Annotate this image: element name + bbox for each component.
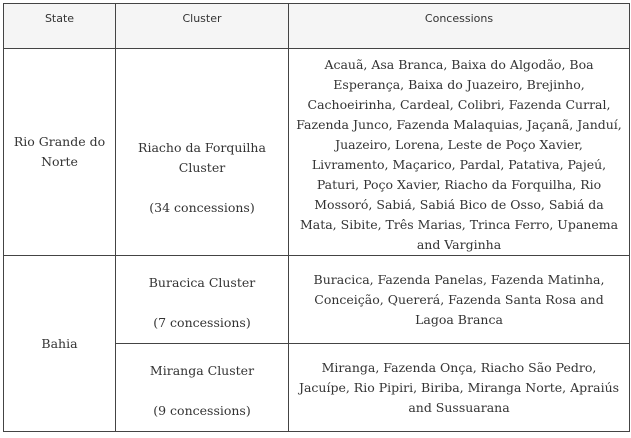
state-cell: Rio Grande do Norte (4, 49, 116, 256)
concessions-cell: Acauã, Asa Branca, Baixa do Algodão, Boa Esperança, Baixa do Juazeiro, Brejinho, Cachoeirinha, Cardeal, Colibri, Fazenda Curral, Fazenda Junco, Fazenda Malaquias, Jaçanã, Janduí, Juazeiro, Lorena, Leste de Poço Xavier, Livramento, Maçarico, Pardal, Patativa, Pajeú, Paturi, Poço Xavier, Riacho da Forquilha, Rio Mossoró, Sabiá, Sabiá Bico de Osso, Sabiá da Mata, Sibite, Três Marias, Trinca Ferro, Upanema and Varginha (289, 49, 630, 256)
cluster-count: (34 concessions) (149, 200, 255, 215)
header-concessions: Concessions (289, 4, 630, 49)
cluster-name: Buracica Cluster (148, 274, 256, 290)
state-cell: Bahia (4, 256, 116, 432)
header-state: State (4, 4, 116, 49)
table-row (4, 49, 630, 256)
concessions-table (3, 3, 630, 432)
cluster-name: Miranga Cluster (149, 362, 255, 378)
cluster-count: (9 concessions) (153, 402, 251, 418)
header-cluster: Cluster (116, 4, 289, 49)
cluster-cell (116, 256, 289, 344)
header-row (4, 4, 630, 49)
cluster-name: Riacho da Forquilha Cluster (138, 140, 266, 175)
cluster-cell (116, 344, 289, 432)
cluster-count: (7 concessions) (153, 314, 251, 330)
concessions-cell: Miranga, Fazenda Onça, Riacho São Pedro, Jacuípe, Rio Pipiri, Biriba, Miranga Norte, Apraiús and Sussuarana (289, 344, 630, 432)
concessions-cell: Buracica, Fazenda Panelas, Fazenda Matinha, Conceição, Quererá, Fazenda Santa Rosa and Lagoa Branca (289, 256, 630, 344)
table-row (4, 256, 630, 344)
cluster-cell (116, 49, 289, 256)
